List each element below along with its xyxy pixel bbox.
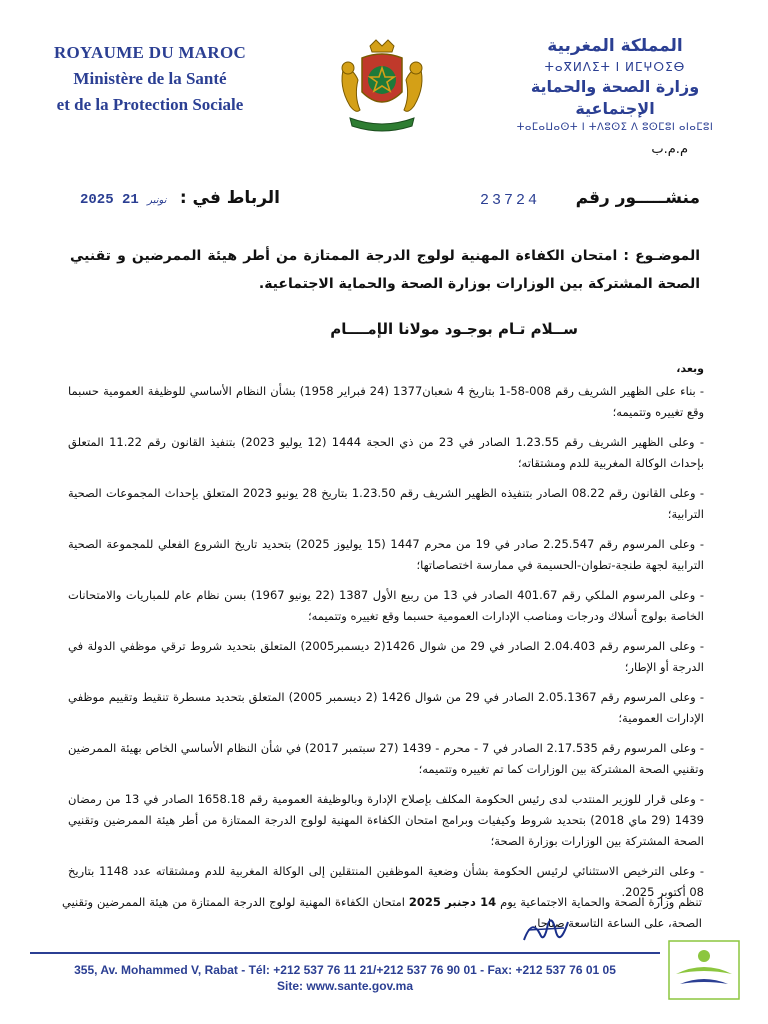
header-arabic bbox=[490, 34, 740, 136]
legal-reference-item: - وعلى الترخيص الاستثنائي لرئيس الحكومة بشأن وضعية الموظفين المنتقلين إلى الوكالة المغربية للدم ومشتقاته عدد 1148 بتاريخ 08 أكتوبر 2025. bbox=[68, 864, 705, 899]
closing-part-2: امتحان الكفاءة المهنية لولوج الدرجة الممتازة من هيئة الممرضين وتقنيي الصحة، على الساعة التاسعة صباحا. bbox=[62, 895, 702, 930]
legal-reference-item: - وعلى المرسوم رقم 2.25.547 صادر في 19 من محرم 1447 (15 يوليوز 2025) بتحديد تاريخ الشروع الفعلي للمجموعة الصحية الترابية لجهة طنجة-تطوان-الحسيمة في ممارسة اختصاصاتها؛ bbox=[68, 537, 704, 572]
signature-mark bbox=[518, 910, 578, 950]
legal-reference-item: - وعلى قرار للوزير المنتدب لدى رئيس الحكومة المكلف بإصلاح الإدارة وبالوظيفة العمومية رقم 1658.18 الصادر في 13 من رمضان 1439 (29 ماي 2018) بتحديد شروط وكيفيات وبرامج امتحان الكفاءة المهنية لولوج الدرجة الممتازة من أطر هيئة الممرضين وتقنيي الصحة المشتركة بين الوزارات بوزارة الصحة؛ bbox=[68, 792, 704, 848]
legal-reference-item: - وعلى الظهير الشريف رقم 1.23.55 الصادر في 23 من ذي الحجة 1444 (12 يوليو 2023) بتنفيذ القانون رقم 11.22 المتعلق بإحداث الوكالة المغربية للدم ومشتقاته؛ bbox=[68, 435, 705, 470]
circular-label: منشـــــور رقم bbox=[575, 188, 700, 208]
tifinagh-line-1: ⵜⴰⴳⵍⴷⵉⵜ ⵏ ⵍⵎⵖⵔⵉⴱ bbox=[544, 60, 686, 74]
exam-date: 14 دجنبر 2025 bbox=[408, 895, 497, 909]
footer bbox=[20, 962, 670, 994]
legal-reference-item: - بناء على الظهير الشريف رقم 008-58-1 بتاريخ 4 شعبان1377 (24 فبراير 1958) بشأن النظام الأساسي للوظيفة العمومية حسبما وقع تغييره وتتميمه؛ bbox=[68, 384, 704, 419]
footer-divider bbox=[30, 952, 660, 954]
circular-number: 23724 bbox=[479, 192, 540, 209]
footer-site: Site: www.sante.gov.ma bbox=[276, 979, 414, 993]
header-french bbox=[30, 40, 270, 118]
date-month: نونبر bbox=[147, 195, 167, 206]
tifinagh-line-2: ⵜⴰⵎⴰⵡⴰⵙⵜ ⵏ ⵜⴷⵓⵙⵉ ⴷ ⵓⵙⵎⵓⵏ ⴰⵏⴰⵎⵓⵏ bbox=[516, 122, 714, 133]
ar-line-1: المملكة المغربية bbox=[547, 36, 683, 56]
fr-line-2: Ministère de la Santé bbox=[73, 69, 227, 88]
fr-line-1: ROYAUME DU MAROC bbox=[53, 43, 247, 62]
coat-of-arms-icon bbox=[332, 36, 432, 136]
legal-reference-item: - وعلى المرسوم الملكي رقم 401.67 الصادر في 13 من ربيع الأول 1387 (22 يونيو 1967) بسن نظام عام للمباريات والامتحانات الخاصة بولوج أسلاك ودرجات ومناصب الإدارات العمومية حسبما وقع تغييره وتتميمه؛ bbox=[68, 588, 704, 623]
legal-reference-item: - وعلى المرسوم رقم 2.04.403 الصادر في 29 من شوال 1426(2 ديسمبر2005) المتعلق بتحديد شروط ترقي موظفي الدولة في الدرجة أو الإطار؛ bbox=[68, 639, 704, 674]
date-day: 21 bbox=[122, 192, 139, 208]
fr-line-3: et de la Protection Sociale bbox=[56, 95, 244, 114]
date-year: 2025 bbox=[80, 192, 114, 208]
footer-address: 355, Av. Mohammed V, Rabat - Tél: +212 537 76 11 21/+212 537 76 90 01 - Fax: +212 537 76 01 05 bbox=[74, 963, 616, 977]
subject: الموضـوع : امتحان الكفاءة المهنية لولوج الدرجة الممتازة من أطر هيئة الممرضين و تقنيي الصحة المشتركة بين الوزارات بوزارة الصحة والحماية الاجتماعية. bbox=[70, 248, 700, 292]
body-intro: وبعد، bbox=[676, 362, 704, 375]
closing-paragraph bbox=[62, 892, 702, 934]
city-label: الرباط في : bbox=[179, 188, 280, 208]
document-body bbox=[68, 358, 704, 912]
circular-line bbox=[60, 188, 700, 218]
reference-code: م.م.ب bbox=[651, 142, 688, 157]
greeting: ســلام تـام بوجـود مولانا الإمــــام bbox=[330, 320, 578, 338]
legal-reference-item: - وعلى المرسوم رقم 2.05.1367 الصادر في 29 من شوال 1426 (2 ديسمبر 2005) المتعلق بتحديد مسطرة تنقيط وتقييم موظفي الإدارات العمومية؛ bbox=[68, 690, 704, 725]
circular-date bbox=[80, 192, 167, 208]
ar-line-2: وزارة الصحة والحماية الإجتماعية bbox=[530, 77, 700, 118]
legal-reference-item: - وعلى المرسوم رقم 2.17.535 الصادر في 7 - محرم - 1439 (27 سبتمبر 2017) في شأن النظام الأساسي الخاص بهيئة الممرضين وتقنيي الصحة المشتركة بين الوزارات كما تم تغييره وتتميمه؛ bbox=[68, 741, 704, 776]
health-logo-icon bbox=[668, 940, 740, 1000]
closing-part-1: تنظم وزارة الصحة والحماية الاجتماعية يوم bbox=[500, 895, 702, 909]
legal-reference-item: - وعلى القانون رقم 08.22 الصادر بتنفيذه الظهير الشريف رقم 1.23.50 بتاريخ 28 يونيو 2023 المتعلق بإحداث المجموعات الصحية الترابية؛ bbox=[68, 486, 704, 521]
